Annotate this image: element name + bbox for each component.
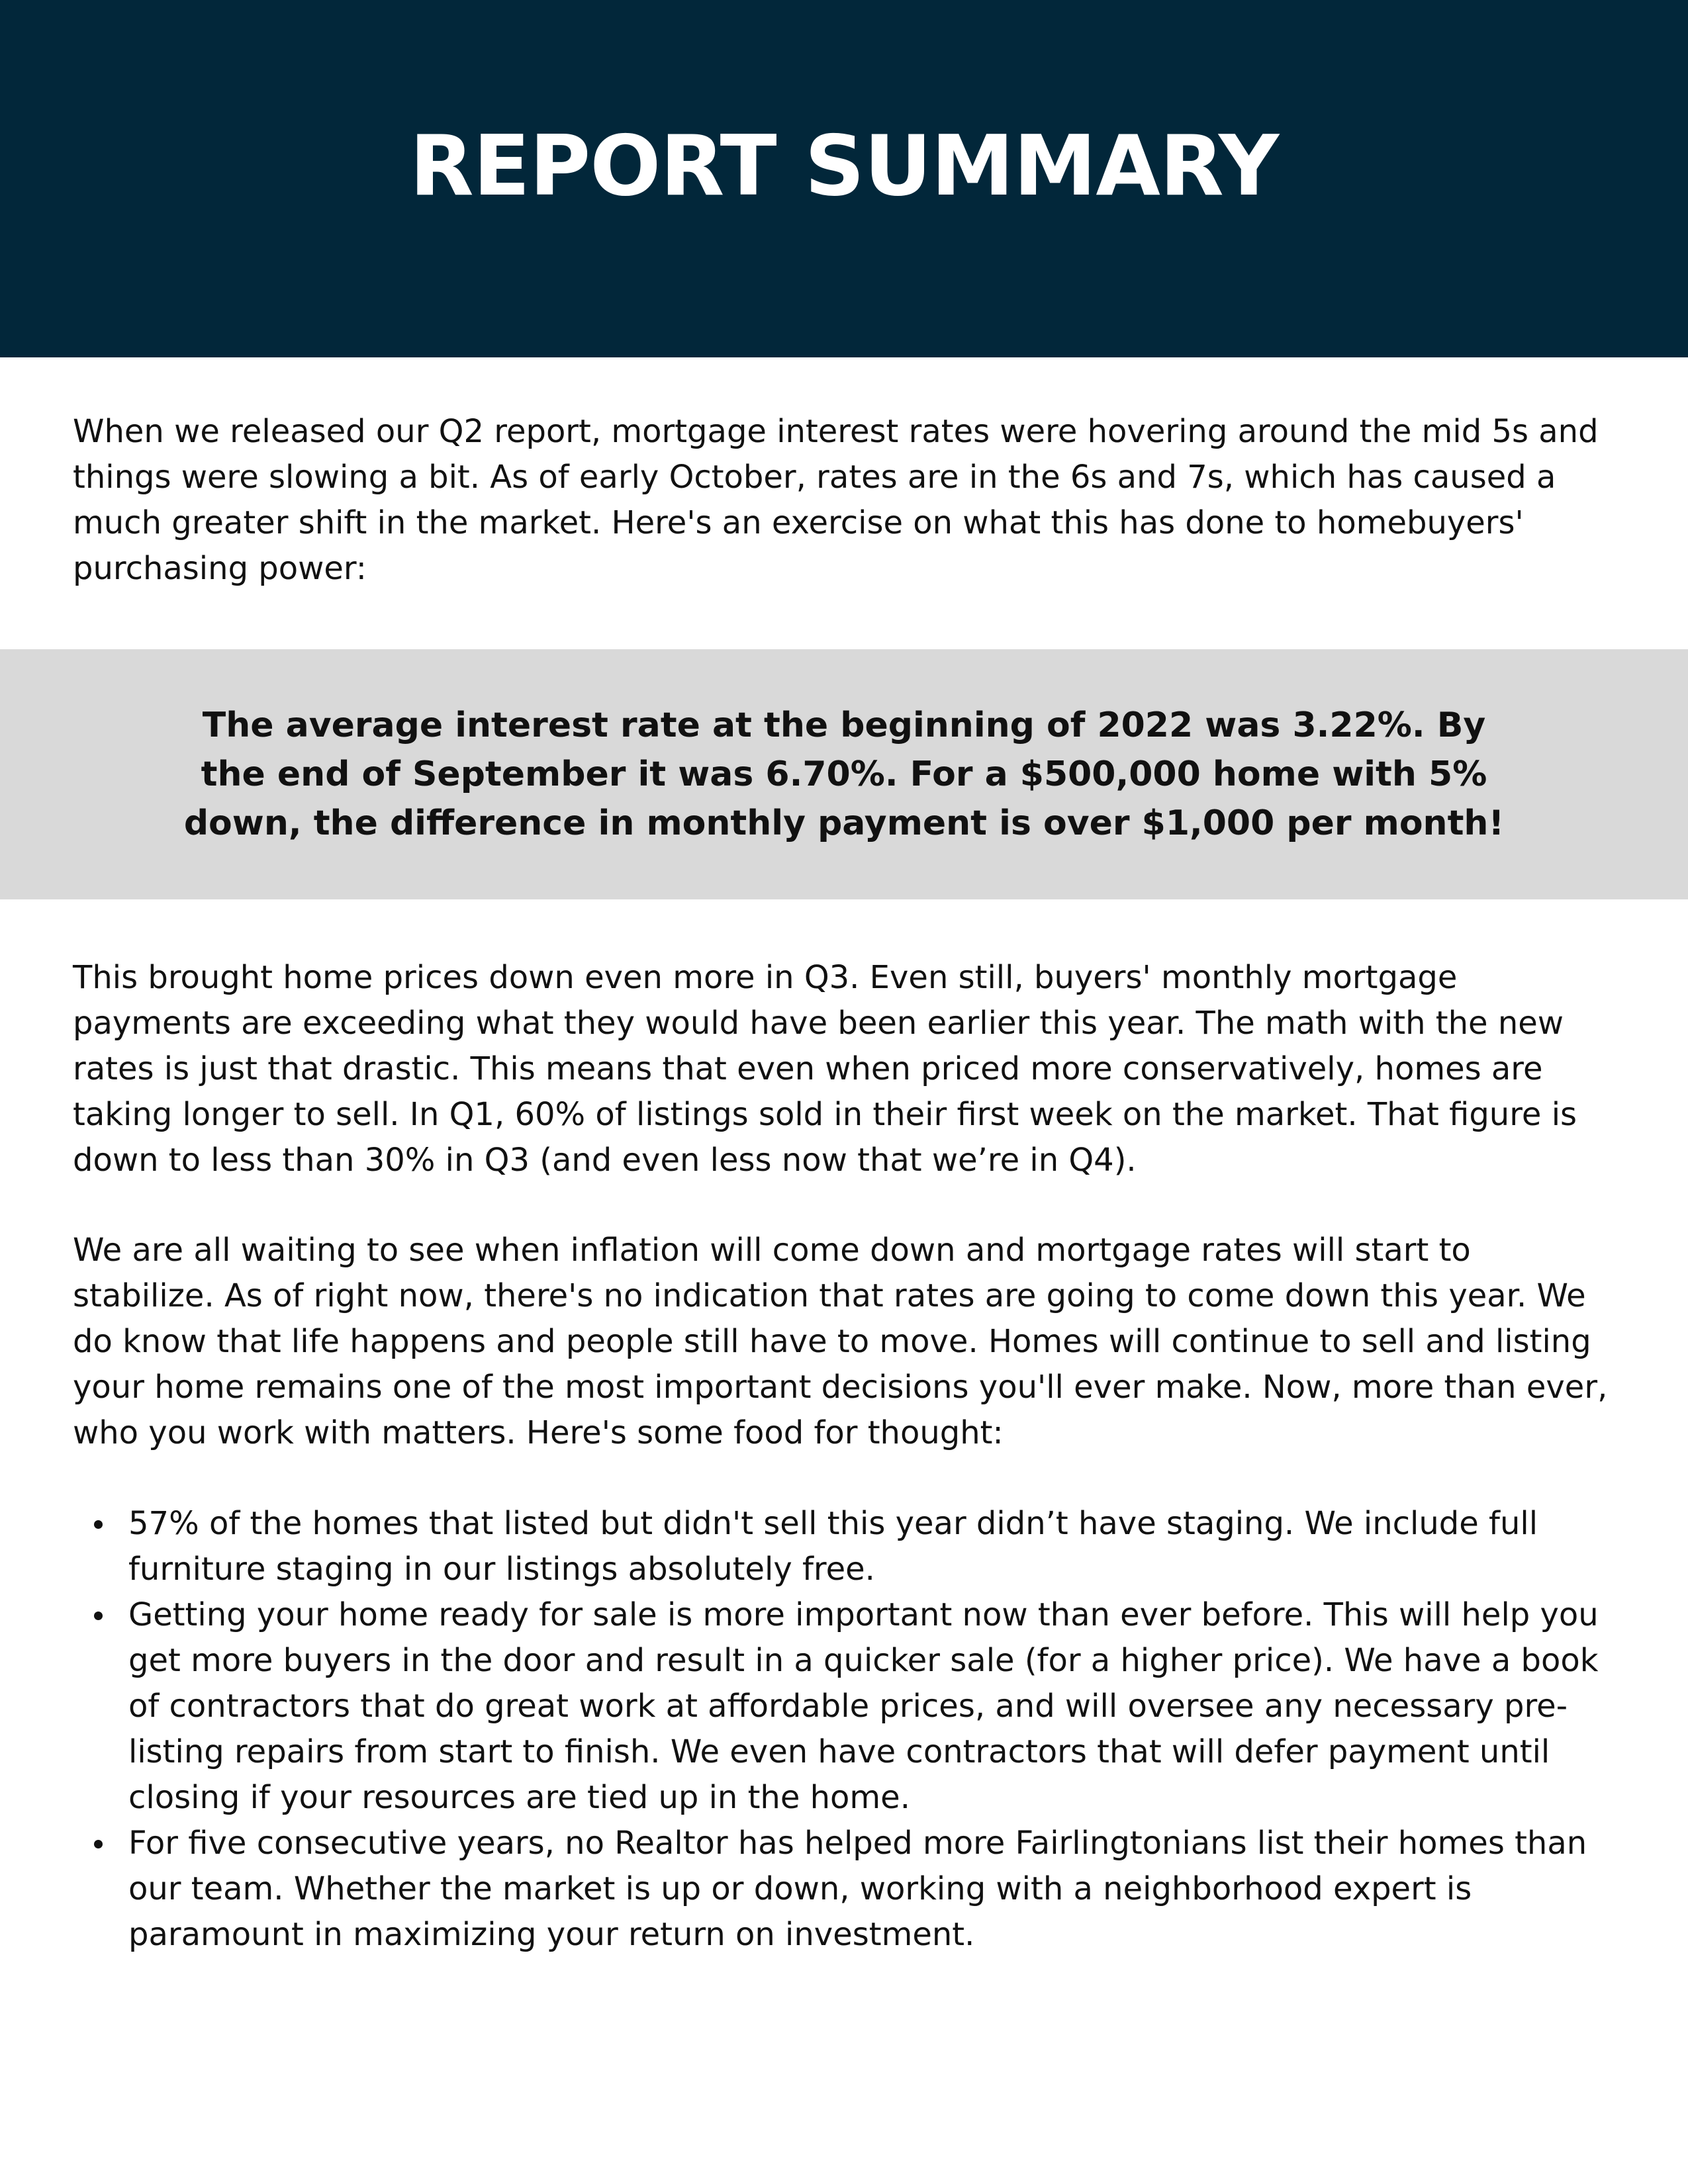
body-paragraph-1: This brought home prices down even more in Q3. Even still, buyers' monthly mortgage payments are exceeding what they would have been earlier this year. The math with the new rates is just that drastic. This means that even when priced more conservatively, homes are taking longer to sell. In Q1, 60% of listings sold in their first week on the market. That figure is down to less than 30% in Q3 (and even less now that we’re in Q4). [73,959,1577,1179]
callout-box [0,649,1688,899]
list-item-text: For five consecutive years, no Realtor has helped more Fairlingtonians list their homes than our team. Whether the market is up or down, working with a neighborhood expert is paramount in maximizing your return on investment. [128,1825,1587,1953]
bullet-icon [94,1612,103,1620]
list-item [73,1501,1615,1592]
intro-paragraph: When we released our Q2 report, mortgage interest rates were hovering around the mid 5s and things were slowing a bit. As of early October, rates are in the 6s and 7s, which has caused a much greater shift in the market. Here's an exercise on what this has done to homebuyers' purchasing power: [73,413,1599,587]
list-item-text: Getting your home ready for sale is more important now than ever before. This will help you get more buyers in the door and result in a quicker sale (for a higher price). We have a book of contractors that do great work at affordable prices, and will oversee any necessary pre-listing repairs from start to finish. We even have contractors that will defer payment until closing if your resources are tied up in the home. [128,1596,1599,1816]
body-paragraph-2: We are all waiting to see when inflation will come down and mortgage rates will start to stabilize. As of right now, there's no indication that rates are going to come down this year. We do know that life happens and people still have to move. Homes will continue to sell and listing your home remains one of the most important decisions you'll ever make. Now, more than ever, who you work with matters. Here's some food for thought: [73,1232,1608,1451]
list-item [73,1821,1615,1958]
list-item-text: 57% of the homes that listed but didn't sell this year didn’t have staging. We include full furniture staging in our listings absolutely free. [128,1505,1538,1588]
list-item [73,1592,1615,1821]
bullet-icon [94,1520,103,1529]
page-title: REPORT SUMMARY [409,116,1279,214]
callout-text: The average interest rate at the beginning of 2022 was 3.22%. By the end of September it was 6.70%. For a $500,000 home with 5% down, the difference in monthly payment is over $1,000 per month! [183,705,1505,843]
bullet-icon [94,1840,103,1848]
food-for-thought-list [73,1501,1615,1958]
header-banner [0,0,1688,357]
